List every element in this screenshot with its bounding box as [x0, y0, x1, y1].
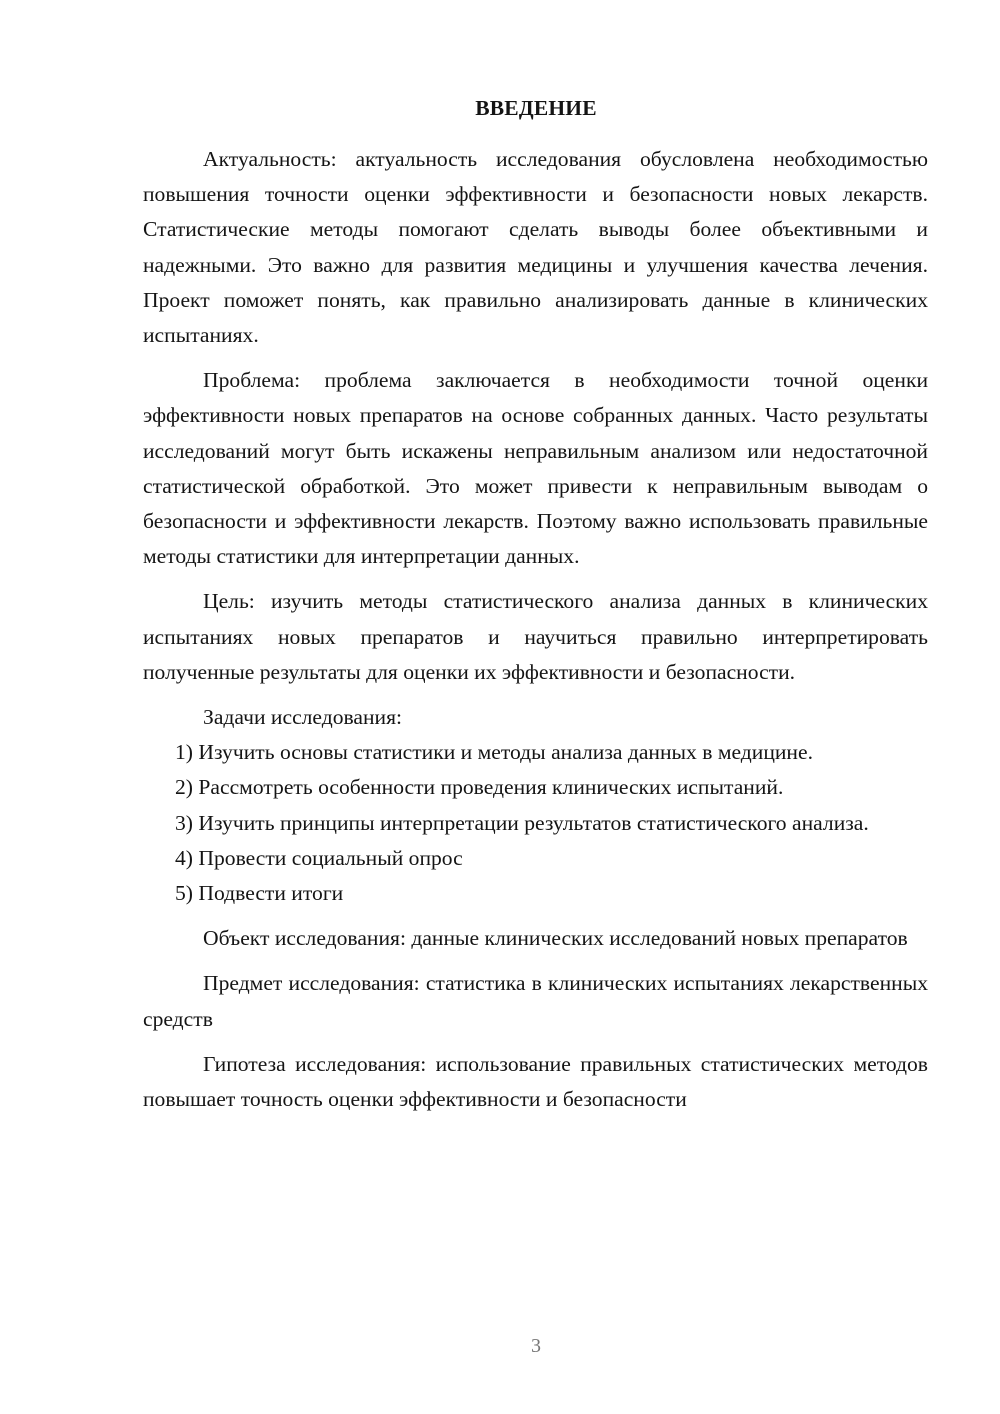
tasks-heading: Задачи исследования:: [203, 705, 403, 730]
task-item-4: 4) Провести социальный опрос: [175, 845, 463, 870]
task-item-2: 2) Рассмотреть особенности проведения клинических испытаний.: [175, 775, 784, 800]
document-body: [143, 142, 928, 1117]
page-number: 3: [531, 1335, 541, 1357]
task-item-1: 1) Изучить основы статистики и методы анализа данных в медицине.: [175, 740, 813, 765]
goal-paragraph: Цель: изучить методы статистического анализа данных в клинических испытаниях новых препаратов и научиться правильно интерпретировать полученные результаты для оценки их эффективности и безопасности.: [143, 589, 928, 684]
hypothesis-paragraph: Гипотеза исследования: использование правильных статистических методов повышает точность оценки эффективности и безопасности: [143, 1051, 928, 1112]
problem-paragraph: Проблема: проблема заключается в необходимости точной оценки эффективности новых препаратов на основе собранных данных. Часто результаты исследований могут быть искажены неправильным анализом или недостаточной статистической обработкой. Это может привести к неправильным выводам о безопасности и эффективности лекарств. Поэтому важно использовать правильные методы статистики для интерпретации данных.: [143, 368, 928, 569]
page-title: ВВЕДЕНИЕ: [475, 96, 597, 120]
task-item-3: 3) Изучить принципы интерпретации результатов статистического анализа.: [175, 810, 869, 835]
subject-paragraph: Предмет исследования: статистика в клинических испытаниях лекарственных средств: [143, 971, 928, 1031]
task-item-5: 5) Подвести итоги: [175, 881, 344, 906]
object-paragraph: Объект исследования: данные клинических исследований новых препаратов: [203, 926, 908, 951]
relevance-paragraph: Актуальность: актуальность исследования обусловлена необходимостью повышения точности оценки эффективности и безопасности новых лекарств. Статистические методы помогают сделать выводы более объективными и надежными. Это важно для развития медицины и улучшения качества лечения. Проект поможет понять, как правильно анализировать данные в клинических испытаниях.: [143, 147, 928, 348]
